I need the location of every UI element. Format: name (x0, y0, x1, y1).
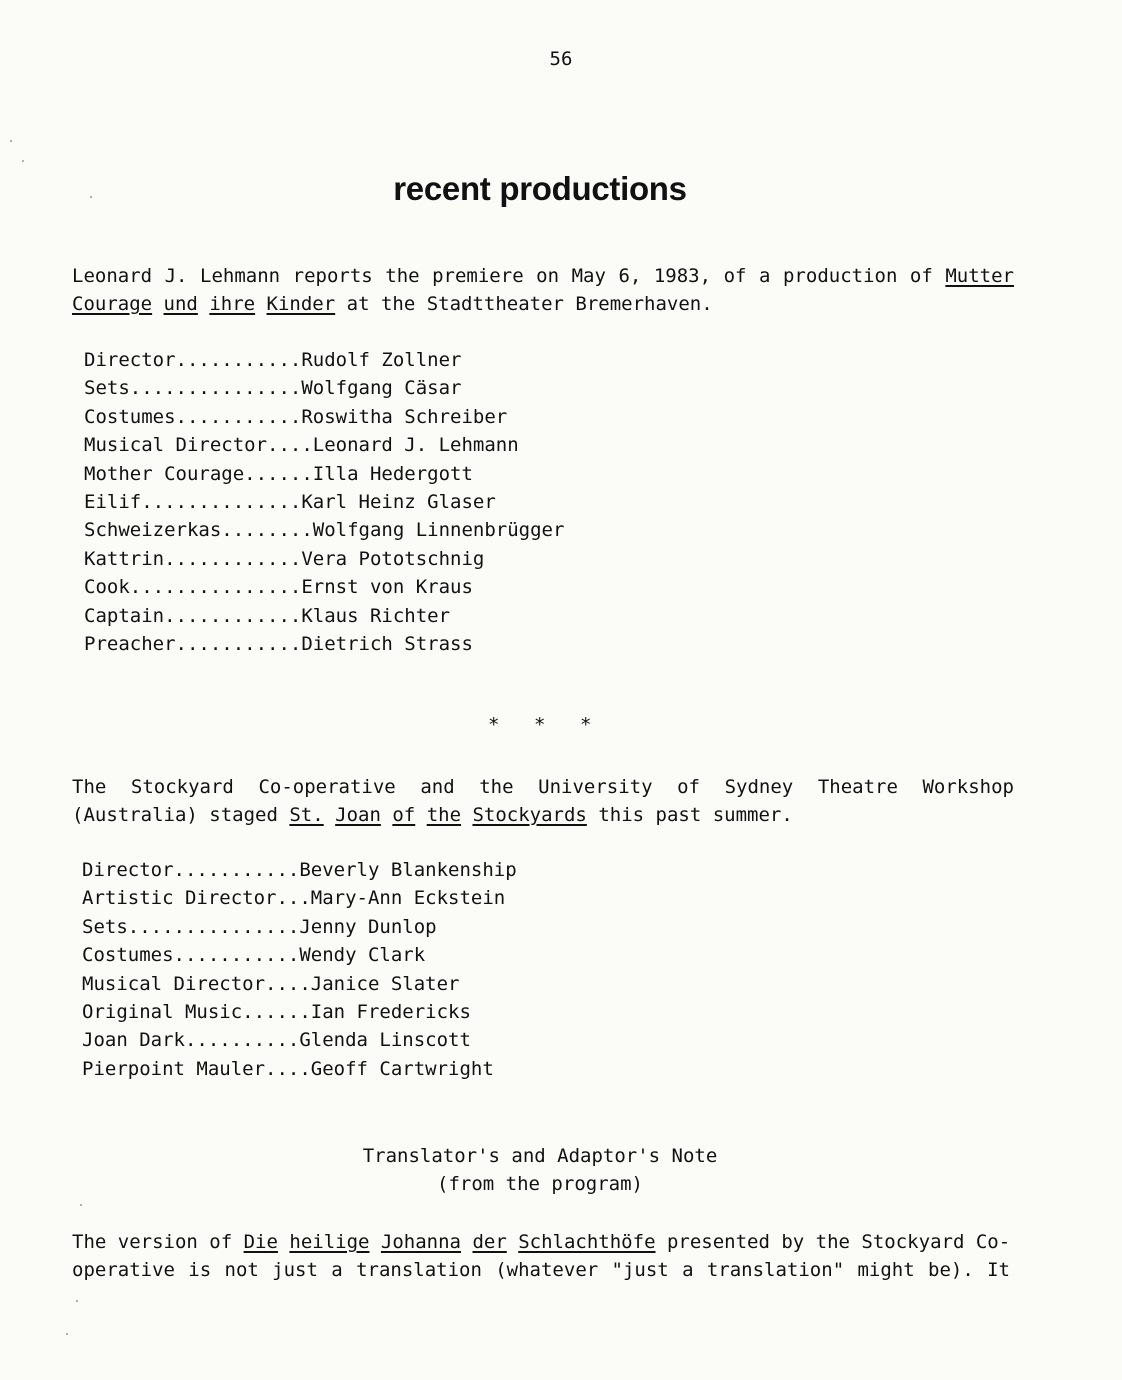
play-title-word: Die (243, 1231, 278, 1253)
credit-row: Mother Courage......Illa Hedergott (84, 462, 473, 485)
section1-intro (72, 262, 1014, 318)
scan-speck (80, 1204, 82, 1206)
section2-intro (72, 773, 1014, 829)
page-title: recent productions (393, 170, 687, 207)
credit-row: Artistic Director...Mary-Ann Eckstein (82, 887, 506, 910)
play-title-word: der (472, 1231, 507, 1253)
credit-row: Schweizerkas........Wolfgang Linnenbrügger (84, 519, 565, 542)
scan-speck (90, 196, 92, 198)
credit-row: Eilif..............Karl Heinz Glaser (84, 491, 496, 514)
credit-row: Pierpoint Mauler....Geoff Cartwright (82, 1057, 494, 1080)
play-title-word: Kinder (266, 293, 336, 315)
section2-credits-list (82, 856, 517, 1083)
credit-row: Joan Dark..........Glenda Linscott (82, 1029, 471, 1052)
section1-intro-line2 (72, 290, 1014, 318)
note-line1 (72, 1228, 1010, 1256)
play-title-word: Courage (72, 293, 153, 315)
credit-row: Original Music......Ian Fredericks (82, 1001, 471, 1024)
play-title-word: ihre (209, 293, 256, 315)
note-subheading: (from the program) (437, 1173, 643, 1195)
credit-row: Costumes...........Wendy Clark (82, 944, 426, 967)
section1-intro-text: Leonard J. Lehmann reports the premiere on May 6, 1983, of a production of (72, 265, 933, 287)
separator-asterisk: * (488, 714, 500, 736)
scan-speck (76, 1300, 78, 1302)
section2-intro-line1: The Stockyard Co-operative and the University of Sydney Theatre Workshop (72, 776, 1014, 798)
section1-credits-list (84, 346, 564, 658)
credit-row: Sets...............Wolfgang Cäsar (84, 377, 462, 400)
section-separator (488, 714, 626, 736)
note-text: presented by the Stockyard Co- (666, 1231, 1011, 1253)
scan-speck (10, 140, 12, 142)
section2-intro-line2 (72, 801, 1014, 829)
note-text: The version of (72, 1231, 233, 1253)
section1-intro-text: at the Stadttheater Bremerhaven. (346, 293, 713, 315)
note-heading: Translator's and Adaptor's Note (362, 1145, 718, 1167)
play-title-word: of (392, 804, 416, 826)
page-number: 56 (549, 48, 573, 70)
scan-speck (66, 1333, 68, 1335)
play-title-word: Mutter (945, 265, 1014, 287)
credit-row: Sets...............Jenny Dunlop (82, 915, 437, 938)
separator-asterisk: * (580, 714, 592, 736)
scan-speck (22, 160, 24, 162)
credit-row: Director...........Rudolf Zollner (84, 349, 462, 371)
section2-intro-text: (Australia) staged (72, 804, 278, 826)
credit-row: Musical Director....Leonard J. Lehmann (84, 434, 519, 457)
play-title-word: Joan (335, 804, 381, 826)
play-title-word: Schlachthöfe (518, 1231, 656, 1253)
play-title-word: Johanna (380, 1231, 461, 1253)
note-heading-block (0, 1142, 1080, 1198)
credit-row: Preacher...........Dietrich Strass (84, 633, 473, 656)
play-title-word: und (163, 293, 198, 315)
note-line2: operative is not just a translation (whatever "just a translation" might be). It (72, 1259, 1010, 1281)
credit-row: Costumes...........Roswitha Schreiber (84, 405, 508, 428)
section2-intro-text: this past summer. (598, 804, 793, 826)
credit-row: Kattrin............Vera Pototschnig (84, 547, 485, 570)
play-title-word: Stockyards (472, 804, 587, 826)
separator-asterisk: * (534, 714, 546, 736)
credit-row: Cook...............Ernst von Kraus (84, 576, 473, 599)
play-title-word: heilige (289, 1231, 370, 1253)
play-title-word: St. (289, 804, 324, 826)
play-title-word: the (426, 804, 462, 826)
note-paragraph (72, 1228, 1010, 1284)
credit-row: Musical Director....Janice Slater (82, 972, 460, 995)
credit-row: Captain............Klaus Richter (84, 604, 451, 627)
section1-intro-line1 (72, 262, 1014, 290)
credit-row: Director...........Beverly Blankenship (82, 859, 517, 881)
